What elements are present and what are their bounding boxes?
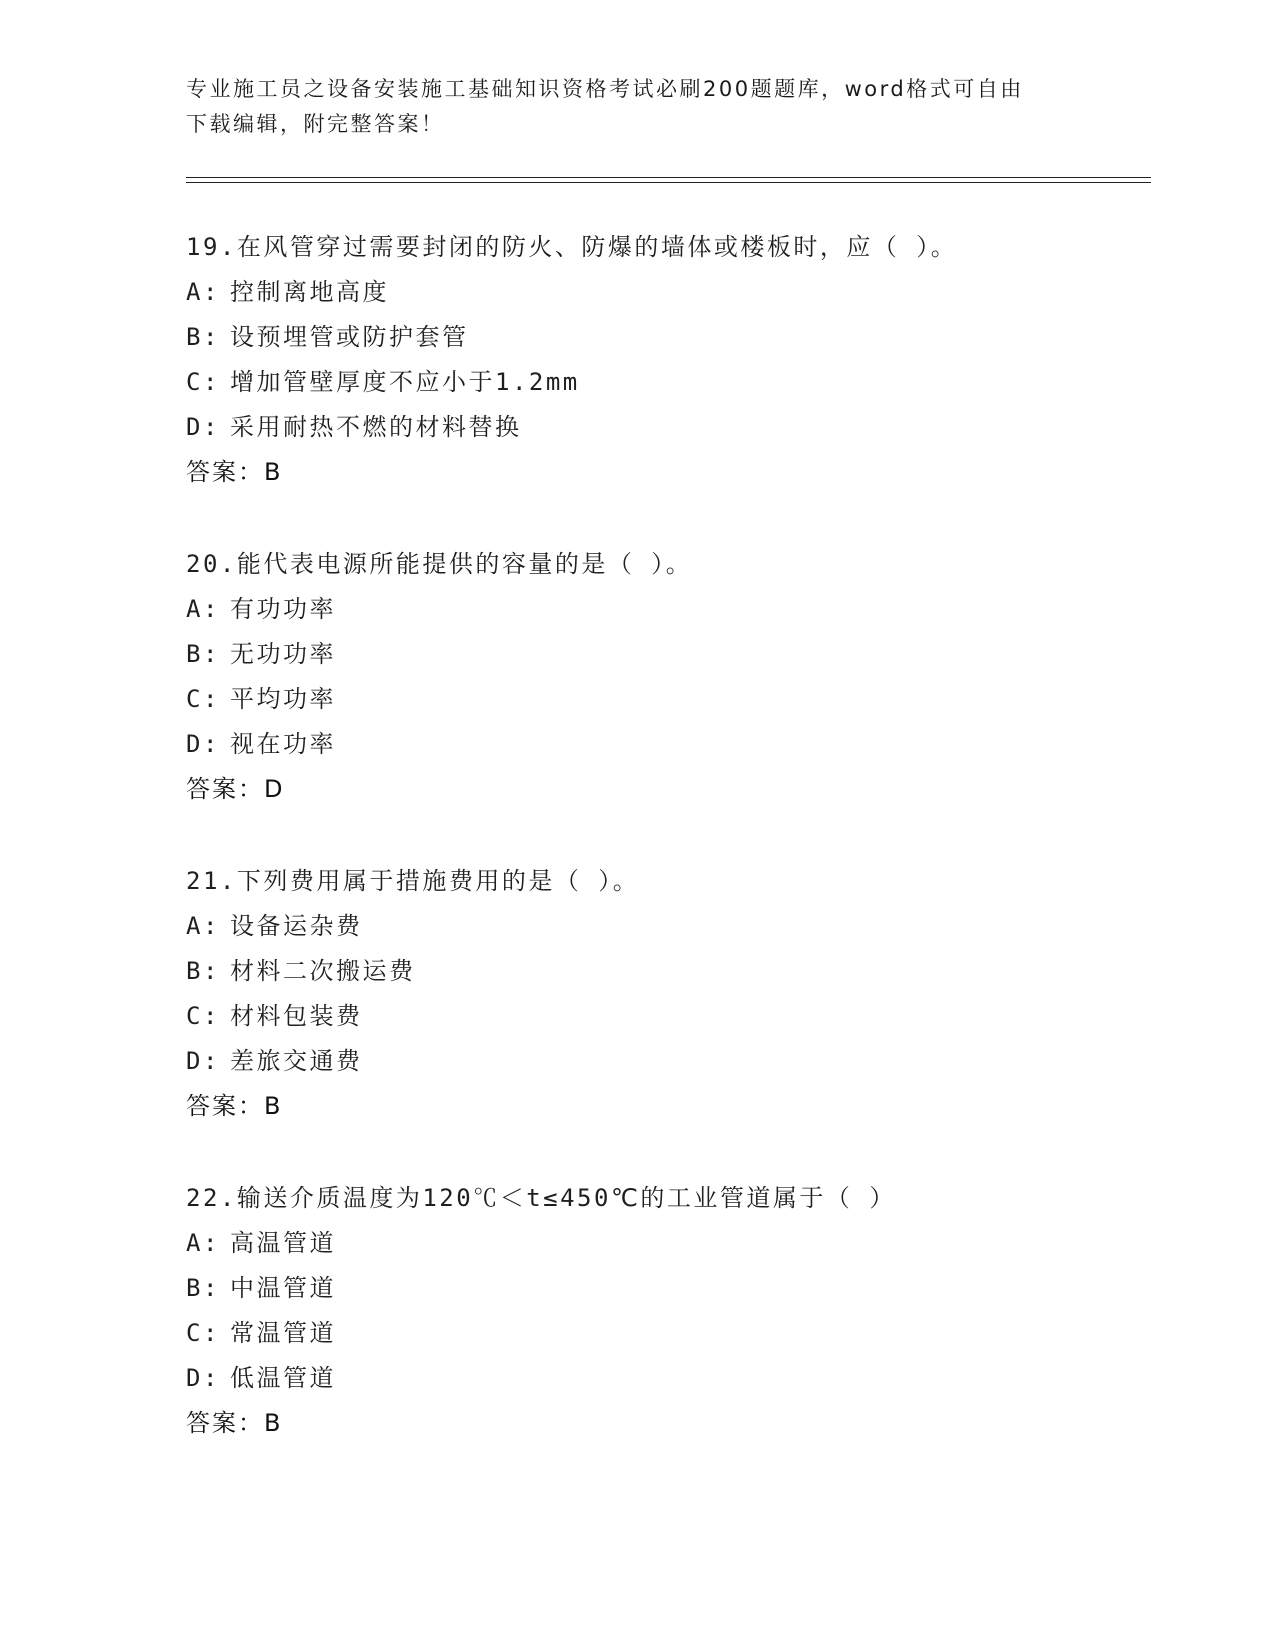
option-key: A: (186, 1229, 220, 1257)
option-text: 材料包装费 (230, 1002, 363, 1030)
option-key: D: (186, 1364, 220, 1392)
answer: 答案：B (186, 1409, 283, 1437)
option-c (186, 677, 1146, 722)
option-text: 有功功率 (230, 595, 336, 623)
option-key: A: (186, 278, 220, 306)
option-text: 采用耐热不燃的材料替换 (230, 413, 522, 441)
option-text: 视在功率 (230, 730, 336, 758)
header-line-1: 专业施工员之设备安装施工基础知识资格考试必刷200题题库，word格式可自由 (186, 77, 1024, 101)
question-stem: 21.下列费用属于措施费用的是（ ）。 (186, 867, 640, 895)
option-text: 设预埋管或防护套管 (230, 323, 469, 351)
option-text: 平均功率 (230, 685, 336, 713)
option-text: 低温管道 (230, 1364, 336, 1392)
option-c (186, 994, 1146, 1039)
option-key: D: (186, 413, 220, 441)
option-d (186, 1039, 1146, 1084)
document-header (186, 72, 1076, 142)
option-text: 设备运杂费 (230, 912, 363, 940)
option-b (186, 315, 1146, 360)
question-stem: 19.在风管穿过需要封闭的防火、防爆的墙体或楼板时，应（ ）。 (186, 233, 958, 261)
option-key: B: (186, 323, 220, 351)
option-text: 中温管道 (230, 1274, 336, 1302)
option-key: D: (186, 730, 220, 758)
option-d (186, 1356, 1146, 1401)
option-c (186, 360, 1146, 405)
question-stem: 22.输送介质温度为120℃＜t≤450℃的工业管道属于（ ） (186, 1184, 896, 1212)
answer: 答案：B (186, 458, 283, 486)
question-block (186, 225, 1146, 495)
option-text: 高温管道 (230, 1229, 336, 1257)
option-text: 控制离地高度 (230, 278, 389, 306)
option-b (186, 1266, 1146, 1311)
option-text: 差旅交通费 (230, 1047, 363, 1075)
option-d (186, 722, 1146, 767)
question-block (186, 542, 1146, 812)
option-text: 常温管道 (230, 1319, 336, 1347)
option-c (186, 1311, 1146, 1356)
option-d (186, 405, 1146, 450)
option-key: C: (186, 685, 220, 713)
option-a (186, 1221, 1146, 1266)
option-key: D: (186, 1047, 220, 1075)
option-key: A: (186, 912, 220, 940)
option-key: B: (186, 1274, 220, 1302)
option-a (186, 270, 1146, 315)
question-stem: 20.能代表电源所能提供的容量的是（ ）。 (186, 550, 693, 578)
option-b (186, 632, 1146, 677)
option-b (186, 949, 1146, 994)
question-block (186, 859, 1146, 1129)
answer: 答案：D (186, 775, 285, 803)
answer: 答案：B (186, 1092, 283, 1120)
option-text: 材料二次搬运费 (230, 957, 416, 985)
option-text: 无功功率 (230, 640, 336, 668)
option-key: C: (186, 1319, 220, 1347)
option-key: B: (186, 957, 220, 985)
option-key: B: (186, 640, 220, 668)
option-text: 增加管壁厚度不应小于1.2mm (230, 368, 580, 396)
option-key: A: (186, 595, 220, 623)
question-block (186, 1176, 1146, 1446)
option-a (186, 904, 1146, 949)
option-a (186, 587, 1146, 632)
option-key: C: (186, 368, 220, 396)
header-line-2: 下载编辑，附完整答案！ (186, 112, 445, 136)
header-divider-bottom (186, 182, 1151, 183)
option-key: C: (186, 1002, 220, 1030)
header-divider-top (186, 177, 1151, 178)
